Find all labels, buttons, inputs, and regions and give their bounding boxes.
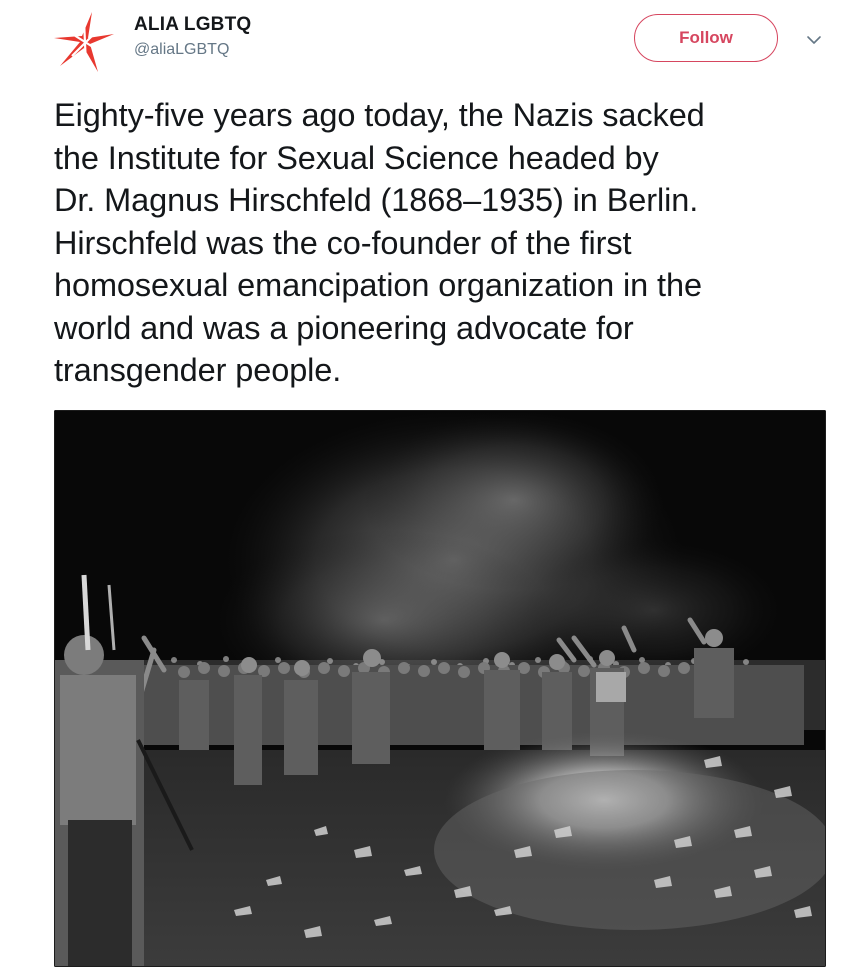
tweet-text-line: homosexual emancipation organization in the bbox=[54, 267, 702, 303]
chevron-down-icon[interactable] bbox=[804, 30, 824, 50]
tweet-header bbox=[0, 0, 862, 90]
author-display-name[interactable]: ALIA LGBTQ bbox=[134, 14, 252, 35]
star-logo-icon[interactable] bbox=[52, 10, 118, 76]
tweet-photo[interactable] bbox=[54, 410, 826, 967]
author-handle[interactable]: @aliaLGBTQ bbox=[134, 41, 230, 58]
tweet-text bbox=[54, 94, 844, 392]
tweet-text-line: Dr. Magnus Hirschfeld (1868–1935) in Berlin. bbox=[54, 182, 699, 218]
tweet-text-line: the Institute for Sexual Science headed by bbox=[54, 139, 659, 176]
follow-button[interactable]: Follow bbox=[634, 14, 778, 62]
photo-scene bbox=[54, 410, 826, 967]
tweet-text-line: Eighty-five years ago today, the Nazis sacked bbox=[54, 97, 705, 133]
tweet-text-line: Hirschfeld was the co-founder of the first bbox=[54, 224, 632, 261]
tweet-text-line: world and was a pioneering advocate for bbox=[54, 309, 634, 346]
tweet-text-line: transgender people. bbox=[54, 352, 342, 388]
